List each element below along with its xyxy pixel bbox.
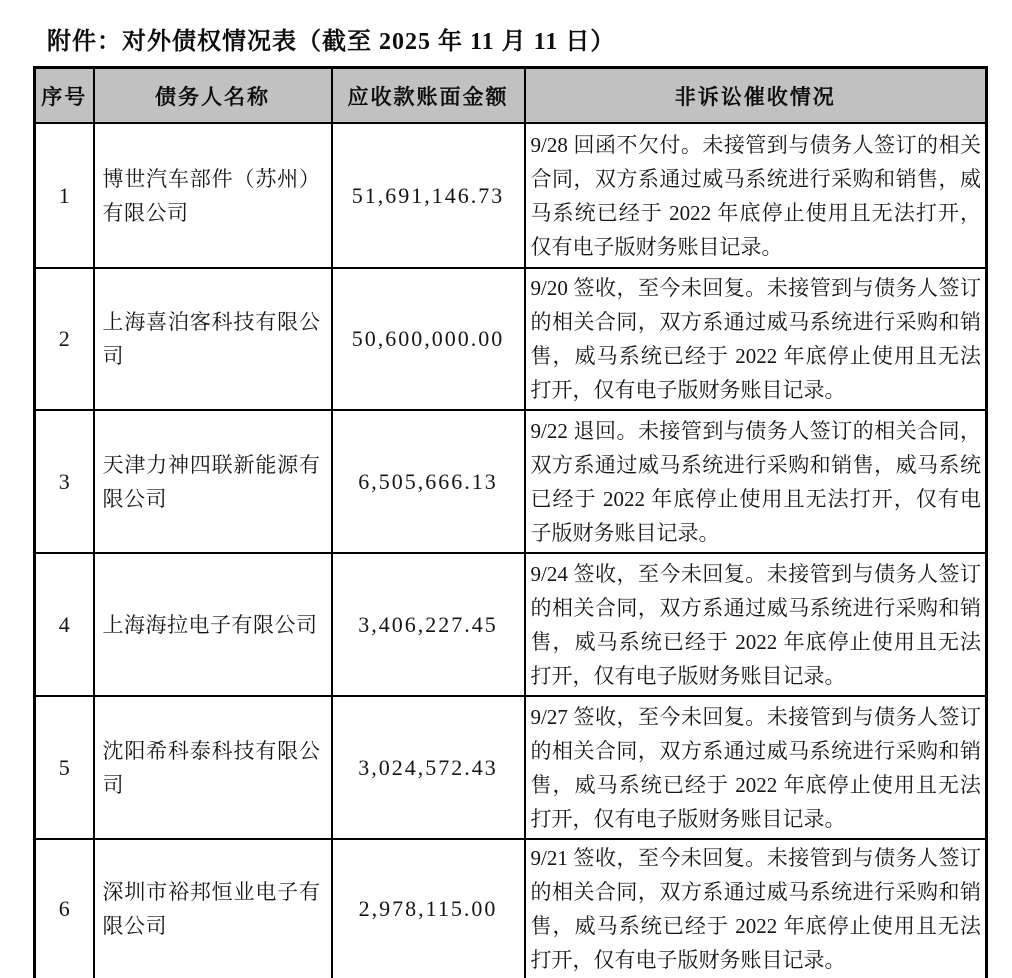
cell-collection-status: 9/20 签收，至今未回复。未接管到与债务人签订的相关合同，双方系通过威马系统进行采购和销售，威马系统已经于 2022 年底停止使用且无法打开，仅有电子版财务账目记录。 [525,268,987,410]
cell-index: 2 [35,268,94,410]
cell-index: 3 [35,410,94,553]
cell-debtor-name: 博世汽车部件（苏州）有限公司 [94,123,332,268]
cell-index: 6 [35,839,94,978]
cell-collection-status: 9/28 回函不欠付。未接管到与债务人签订的相关合同，双方系通过威马系统进行采购和销售，威马系统已经于 2022 年底停止使用且无法打开，仅有电子版财务账目记录。 [525,123,987,268]
cell-index: 5 [35,696,94,839]
cell-debtor-name: 上海海拉电子有限公司 [94,553,332,696]
table-header-row [35,68,987,124]
cell-index: 1 [35,123,94,268]
cell-debtor-name: 深圳市裕邦恒业电子有限公司 [94,839,332,978]
cell-receivable-amount: 6,505,666.13 [332,410,525,553]
header-index: 序号 [35,68,94,124]
cell-receivable-amount: 2,978,115.00 [332,839,525,978]
debt-claims-table [33,66,988,978]
cell-receivable-amount: 3,406,227.45 [332,553,525,696]
table-row [35,123,987,268]
table-row [35,839,987,978]
cell-collection-status: 9/24 签收，至今未回复。未接管到与债务人签订的相关合同，双方系通过威马系统进行采购和销售，威马系统已经于 2022 年底停止使用且无法打开，仅有电子版财务账目记录。 [525,553,987,696]
cell-index: 4 [35,553,94,696]
table-row [35,696,987,839]
cell-debtor-name: 沈阳希科泰科技有限公司 [94,696,332,839]
header-receivable-amount: 应收款账面金额 [332,68,525,124]
table-row [35,268,987,410]
cell-collection-status: 9/27 签收，至今未回复。未接管到与债务人签订的相关合同，双方系通过威马系统进行采购和销售，威马系统已经于 2022 年底停止使用且无法打开，仅有电子版财务账目记录。 [525,696,987,839]
cell-debtor-name: 上海喜泊客科技有限公司 [94,268,332,410]
cell-debtor-name: 天津力神四联新能源有限公司 [94,410,332,553]
cell-collection-status: 9/21 签收，至今未回复。未接管到与债务人签订的相关合同，双方系通过威马系统进行采购和销售，威马系统已经于 2022 年底停止使用且无法打开，仅有电子版财务账目记录。 [525,839,987,978]
page-title: 附件：对外债权情况表（截至 2025 年 11 月 11 日） [47,29,616,55]
cell-receivable-amount: 50,600,000.00 [332,268,525,410]
cell-receivable-amount: 3,024,572.43 [332,696,525,839]
cell-collection-status: 9/22 退回。未接管到与债务人签订的相关合同，双方系通过威马系统进行采购和销售，威马系统已经于 2022 年底停止使用且无法打开，仅有电子版财务账目记录。 [525,410,987,553]
header-collection-status: 非诉讼催收情况 [525,68,987,124]
cell-receivable-amount: 51,691,146.73 [332,123,525,268]
header-debtor-name: 债务人名称 [94,68,332,124]
table-row [35,553,987,696]
table-row [35,410,987,553]
